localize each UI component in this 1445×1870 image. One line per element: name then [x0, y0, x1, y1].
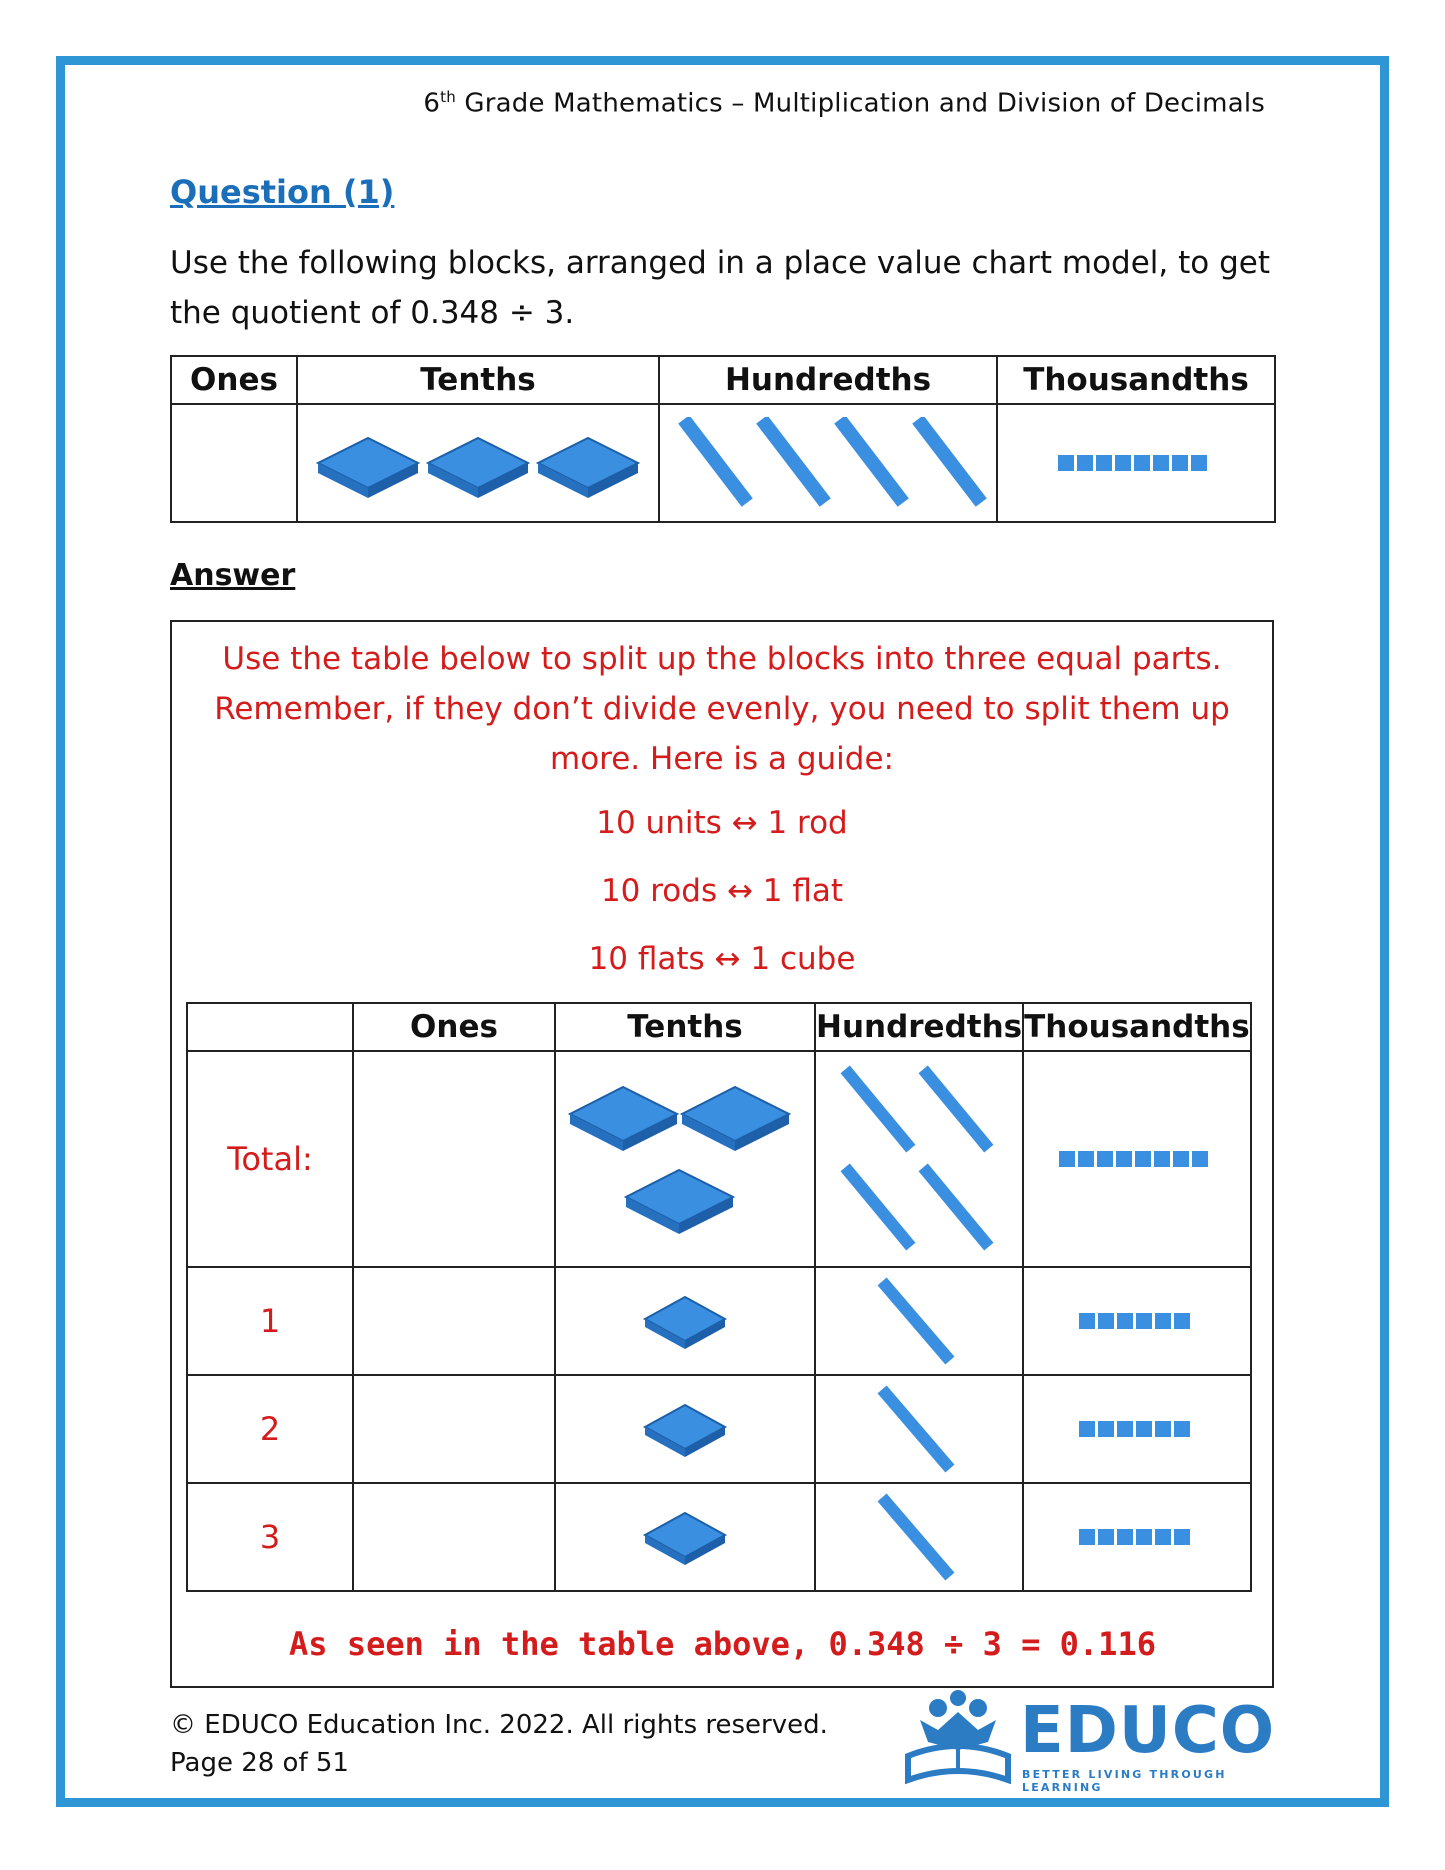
cell-hundredths — [815, 1375, 1023, 1483]
flat-block — [682, 1087, 789, 1151]
unit-cube — [1117, 1313, 1133, 1329]
rod-block — [766, 425, 821, 497]
header-hundredths: Hundredths — [815, 1003, 1023, 1051]
unit-cube — [1136, 1529, 1152, 1545]
place-value-table — [170, 355, 1276, 523]
cell-ones — [353, 1267, 555, 1375]
flat-block — [640, 1505, 730, 1569]
answer-title: Answer — [170, 558, 296, 593]
question-text: Use the following blocks, arranged in a place value chart model, to get the quotient of 0.348 ÷ 3. — [170, 245, 1271, 331]
flats-group — [565, 1064, 805, 1254]
guide-rods-flat: 10 rods ↔ 1 flat — [600, 873, 844, 909]
unit-cube — [1154, 1151, 1170, 1167]
unit-cube — [1078, 1151, 1094, 1167]
logo-tagline: BETTER LIVING THROUGH LEARNING — [1022, 1768, 1227, 1794]
cell-ones — [171, 404, 297, 522]
unit-cube — [1097, 1151, 1113, 1167]
cell-thousandths — [1023, 1267, 1251, 1375]
unit-cube — [1096, 455, 1112, 471]
row-label: 1 — [187, 1267, 353, 1375]
unit-cube — [1115, 455, 1131, 471]
header-tenths: Tenths — [555, 1003, 815, 1051]
table-row-1 — [187, 1267, 1251, 1375]
units-group — [1056, 451, 1216, 475]
table-row-total — [187, 1051, 1251, 1267]
unit-cube — [1135, 1151, 1151, 1167]
cell-tenths — [555, 1267, 815, 1375]
unit-cube — [1098, 1313, 1114, 1329]
row-label: Total: — [187, 1051, 353, 1267]
units-group — [1077, 1525, 1197, 1549]
flats-group — [308, 418, 648, 508]
cell-thousandths — [997, 404, 1275, 522]
flat-block — [640, 1289, 730, 1353]
unit-cube — [1174, 1313, 1190, 1329]
rod-block — [927, 1074, 985, 1144]
division-table — [186, 1002, 1252, 1592]
rod-block — [874, 1276, 964, 1366]
flat-block — [318, 438, 418, 498]
unit-cube — [1136, 1313, 1152, 1329]
rod-block — [849, 1074, 907, 1144]
question-title: Question (1) — [170, 173, 395, 211]
header-hundredths: Hundredths — [659, 356, 997, 404]
rod-block — [688, 425, 743, 497]
unit-cube — [1192, 1151, 1208, 1167]
page-number: Page 28 of 51 — [170, 1748, 349, 1778]
cell-hundredths — [815, 1267, 1023, 1375]
flat-block — [538, 438, 638, 498]
flat-block — [428, 438, 528, 498]
cell-tenths — [555, 1483, 815, 1591]
flat-block — [570, 1087, 677, 1151]
unit-cube — [1155, 1421, 1171, 1437]
cell-tenths — [555, 1375, 815, 1483]
cell-hundredths — [815, 1483, 1023, 1591]
page-header: 6th Grade Mathematics – Multiplication and Division of Decimals — [423, 88, 1265, 119]
rod-block — [844, 425, 899, 497]
cell-thousandths — [1023, 1051, 1251, 1267]
unit-cube — [1174, 1421, 1190, 1437]
unit-cube — [1079, 1313, 1095, 1329]
unit-cube — [1117, 1421, 1133, 1437]
cell-ones — [353, 1051, 555, 1267]
rods-group — [839, 1064, 999, 1254]
unit-cube — [1098, 1529, 1114, 1545]
unit-cube — [1059, 1151, 1075, 1167]
cell-thousandths — [1023, 1375, 1251, 1483]
unit-cube — [1155, 1529, 1171, 1545]
unit-cube — [1172, 455, 1188, 471]
rods-group — [668, 417, 988, 509]
unit-cube — [1117, 1529, 1133, 1545]
header-blank — [187, 1003, 353, 1051]
cell-thousandths — [1023, 1483, 1251, 1591]
units-group — [1077, 1417, 1197, 1441]
guide-units-rod: 10 units ↔ 1 rod — [596, 805, 848, 841]
units-group — [1057, 1147, 1217, 1171]
cell-ones — [353, 1483, 555, 1591]
row-label: 3 — [187, 1483, 353, 1591]
educo-logo — [900, 1690, 1276, 1794]
header-thousandths: Thousandths — [997, 356, 1275, 404]
header-ones: Ones — [353, 1003, 555, 1051]
unit-cube — [1134, 455, 1150, 471]
header-ones: Ones — [171, 356, 297, 404]
unit-cube — [1079, 1529, 1095, 1545]
rod-block — [874, 1492, 964, 1582]
cell-hundredths — [815, 1051, 1023, 1267]
cell-tenths — [555, 1051, 815, 1267]
rod-block — [922, 425, 977, 497]
guide-flats-cube: 10 flats ↔ 1 cube — [588, 941, 856, 977]
unit-cube — [1116, 1151, 1132, 1167]
rod-block — [927, 1172, 985, 1242]
unit-cube — [1098, 1421, 1114, 1437]
logo-people-book-icon — [900, 1690, 1015, 1790]
logo-wordmark: EDUCO — [1020, 1694, 1276, 1768]
answer-instructions: Use the table below to split up the blocks into three equal parts. Remember, if they don’t divide evenly, you need to split them up more. Here is a guide: — [214, 641, 1230, 777]
rod-block — [849, 1172, 907, 1242]
unit-cube — [1058, 455, 1074, 471]
units-group — [1077, 1309, 1197, 1333]
cell-ones — [353, 1375, 555, 1483]
unit-cube — [1153, 455, 1169, 471]
copyright-text: © EDUCO Education Inc. 2022. All rights reserved. — [170, 1710, 828, 1740]
unit-cube — [1155, 1313, 1171, 1329]
flat-block — [626, 1170, 733, 1234]
unit-cube — [1079, 1421, 1095, 1437]
rod-block — [874, 1384, 964, 1474]
unit-cube — [1174, 1529, 1190, 1545]
table-row-2 — [187, 1375, 1251, 1483]
cell-tenths — [297, 404, 659, 522]
unit-cube — [1136, 1421, 1152, 1437]
unit-cube — [1173, 1151, 1189, 1167]
unit-cube — [1191, 455, 1207, 471]
header-tenths: Tenths — [297, 356, 659, 404]
cell-hundredths — [659, 404, 997, 522]
table-row-3 — [187, 1483, 1251, 1591]
row-label: 2 — [187, 1375, 353, 1483]
unit-cube — [1077, 455, 1093, 471]
header-thousandths: Thousandths — [1023, 1003, 1251, 1051]
conclusion-text: As seen in the table above, 0.348 ÷ 3 = 0.116 — [289, 1625, 1156, 1663]
flat-block — [640, 1397, 730, 1461]
